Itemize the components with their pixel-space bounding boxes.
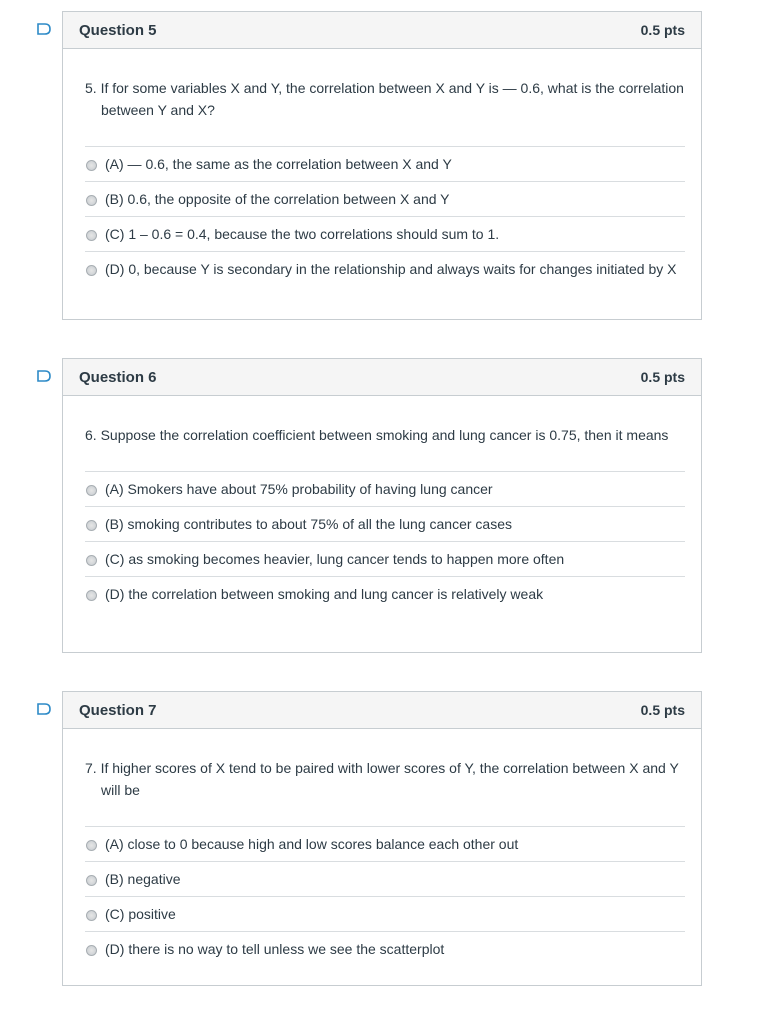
answer-option[interactable]: [85, 182, 685, 217]
answer-option[interactable]: [85, 862, 685, 897]
question-points: 0.5 pts: [640, 22, 685, 38]
answer-label: (C) 1 – 0.6 = 0.4, because the two correlations should sum to 1.: [105, 226, 500, 242]
radio-button[interactable]: [86, 910, 97, 921]
radio-button[interactable]: [86, 520, 97, 531]
answer-option[interactable]: [85, 147, 685, 182]
flag-question-icon[interactable]: [37, 23, 51, 35]
answer-label: (B) smoking contributes to about 75% of all the lung cancer cases: [105, 516, 512, 532]
question-title: Question 5: [79, 21, 157, 39]
question-text: 7. If higher scores of X tend to be paired with lower scores of Y, the correlation between X and Y will be: [85, 760, 679, 798]
radio-button[interactable]: [86, 485, 97, 496]
question-card: [62, 11, 702, 320]
question-title: Question 6: [79, 368, 157, 386]
answer-list: [85, 471, 685, 612]
answer-option[interactable]: [85, 577, 685, 612]
question-header: [63, 692, 701, 729]
radio-button[interactable]: [86, 945, 97, 956]
answer-option[interactable]: [85, 897, 685, 932]
answer-list: [85, 826, 685, 967]
question-points: 0.5 pts: [640, 369, 685, 385]
answer-label: (A) — 0.6, the same as the correlation between X and Y: [105, 156, 452, 172]
answer-option[interactable]: [85, 542, 685, 577]
radio-button[interactable]: [86, 875, 97, 886]
answer-option[interactable]: [85, 827, 685, 862]
answer-option[interactable]: [85, 932, 685, 967]
radio-button[interactable]: [86, 840, 97, 851]
answer-label: (D) 0, because Y is secondary in the relationship and always waits for changes initiated by X: [105, 261, 677, 277]
question-header: [63, 12, 701, 49]
answer-option[interactable]: [85, 252, 685, 287]
radio-button[interactable]: [86, 230, 97, 241]
question-card: [62, 358, 702, 653]
flag-question-icon[interactable]: [37, 370, 51, 382]
answer-label: (B) 0.6, the opposite of the correlation between X and Y: [105, 191, 450, 207]
answer-option[interactable]: [85, 472, 685, 507]
question-title: Question 7: [79, 701, 157, 719]
answer-option[interactable]: [85, 507, 685, 542]
radio-button[interactable]: [86, 160, 97, 171]
answer-label: (D) there is no way to tell unless we see the scatterplot: [105, 941, 445, 957]
radio-button[interactable]: [86, 265, 97, 276]
answer-option[interactable]: [85, 217, 685, 252]
radio-button[interactable]: [86, 555, 97, 566]
answer-label: (C) positive: [105, 906, 176, 922]
answer-label: (A) Smokers have about 75% probability of having lung cancer: [105, 481, 493, 497]
radio-button[interactable]: [86, 195, 97, 206]
answer-list: [85, 146, 685, 287]
answer-label: (D) the correlation between smoking and lung cancer is relatively weak: [105, 586, 544, 602]
question-text: 5. If for some variables X and Y, the correlation between X and Y is — 0.6, what is the correlation between Y and X?: [85, 80, 684, 118]
question-card: [62, 691, 702, 986]
question-points: 0.5 pts: [640, 702, 685, 718]
answer-label: (A) close to 0 because high and low scores balance each other out: [105, 836, 519, 852]
question-header: [63, 359, 701, 396]
answer-label: (B) negative: [105, 871, 181, 887]
answer-label: (C) as smoking becomes heavier, lung cancer tends to happen more often: [105, 551, 565, 567]
radio-button[interactable]: [86, 590, 97, 601]
flag-question-icon[interactable]: [37, 703, 51, 715]
question-text: 6. Suppose the correlation coefficient between smoking and lung cancer is 0.75, then it means: [85, 427, 669, 443]
